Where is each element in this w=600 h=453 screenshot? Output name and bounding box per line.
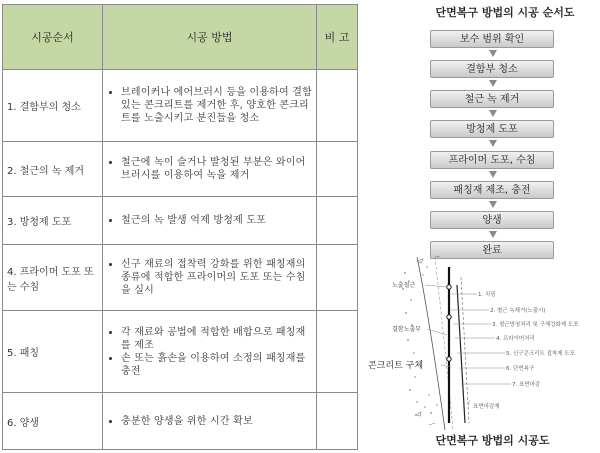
step-cell: 6. 양생 <box>3 393 103 450</box>
diagram-step-label: 7. 표면마감 <box>512 382 541 388</box>
down-arrow-icon <box>489 80 497 88</box>
method-item: • 충분한 양생을 위한 시간 확보 <box>121 415 313 428</box>
table-row <box>3 393 358 450</box>
diagram-step-label: 6. 단면복구 <box>506 366 535 372</box>
method-cell <box>103 311 317 393</box>
down-arrow-icon <box>489 231 497 239</box>
header-note: 비 고 <box>317 5 358 70</box>
flow-step-box: 프라이머 도포, 수침 <box>430 151 554 169</box>
flow-step-box: 패칭재 제조, 충전 <box>430 181 554 199</box>
method-cell <box>103 197 317 245</box>
procedure-table <box>2 4 358 450</box>
table-row <box>3 311 358 393</box>
chipping-outline <box>435 257 453 430</box>
label-finish: 표면마감재 <box>473 404 500 410</box>
down-arrow-icon <box>489 50 497 58</box>
flow-step-box: 양생 <box>430 211 554 229</box>
diagram-caption: 단면복구 방법의 시공도 <box>435 434 550 447</box>
step-cell: 5. 패칭 <box>3 311 103 393</box>
step-cell: 2. 철근의 녹 제거 <box>3 142 103 197</box>
table-header-row <box>3 5 358 70</box>
tool-mark-icon <box>415 256 440 425</box>
leader-lines <box>425 285 511 405</box>
note-cell <box>317 142 358 197</box>
diagram-step-label: 1. 치핑 <box>478 292 496 298</box>
rebar-section-marker <box>447 315 451 319</box>
method-item: • 철근에 녹이 슬거나 발청된 부분은 와이어브러시를 이용하여 녹을 제거 <box>121 156 313 182</box>
method-item: • 각 재료와 공법에 적합한 배합으로 패칭재를 제조 <box>121 326 313 352</box>
method-cell <box>103 393 317 450</box>
header-method: 시공 방법 <box>103 5 317 70</box>
note-cell <box>317 393 358 450</box>
method-item: • 손 또는 흙손을 이용하여 소정의 패칭재를 충전 <box>121 352 313 378</box>
flow-step-box: 완료 <box>430 241 554 259</box>
diagram-step-label: 5. 신구콘크리트 접착제 도포 <box>506 351 575 357</box>
method-item: • 브레이커나 에어브러시 등을 이용하여 결함 있는 콘크리트를 제거한 후, 양호한 콘크리트를 노출시키고 분진들을 청소 <box>121 86 313 125</box>
method-cell <box>103 70 317 142</box>
method-item: • 철근의 녹 발생 억제 방청제 도포 <box>121 214 313 227</box>
diagram-step-label: 2. 철근 녹제거(노출시) <box>490 308 546 314</box>
note-cell <box>317 197 358 245</box>
step-cell: 1. 결함부의 청소 <box>3 70 103 142</box>
down-arrow-icon <box>489 201 497 209</box>
note-cell <box>317 245 358 311</box>
section-repair-diagram <box>365 255 600 430</box>
down-arrow-icon <box>489 171 497 179</box>
method-cell <box>103 245 317 311</box>
table-row <box>3 245 358 311</box>
down-arrow-icon <box>489 140 497 148</box>
table-row <box>3 142 358 197</box>
diagram-step-label: 3. 철근방청처리 및 구체강화제 도포 <box>492 322 579 328</box>
table-row <box>3 197 358 245</box>
down-arrow-icon <box>489 110 497 118</box>
method-cell <box>103 142 317 197</box>
label-exposed-rebar: 노출철근 <box>392 282 416 289</box>
rebar-section-marker <box>447 285 451 289</box>
note-cell <box>317 70 358 142</box>
table-row <box>3 70 358 142</box>
label-defect: 결함노출부 <box>392 326 421 333</box>
header-step: 시공순서 <box>3 5 103 70</box>
step-cell: 4. 프라이머 도포 또는 수침 <box>3 245 103 311</box>
diagram-step-label: 4. 프라이머처리 <box>496 336 535 342</box>
step-cell: 3. 방청제 도포 <box>3 197 103 245</box>
flowchart-title: 단면복구 방법의 시공 순서도 <box>435 6 575 19</box>
surface-layer-line <box>457 285 465 423</box>
concrete-outline <box>417 257 445 430</box>
label-concrete: 콘크리트 구체 <box>368 361 424 371</box>
surface-layer-dashed <box>461 277 469 423</box>
flow-step-box: 결함부 청소 <box>430 60 554 78</box>
flow-step-box: 보수 범위 확인 <box>430 30 554 48</box>
method-item: • 신구 재료의 접착력 강화를 위한 패칭재의 종류에 적합한 프라이머의 도포 또는 수침을 실시 <box>121 258 313 297</box>
note-cell <box>317 311 358 393</box>
flow-step-box: 철근 녹 제거 <box>430 90 554 108</box>
flow-step-box: 방청제 도포 <box>430 120 554 138</box>
rebar-section-marker <box>447 357 451 361</box>
